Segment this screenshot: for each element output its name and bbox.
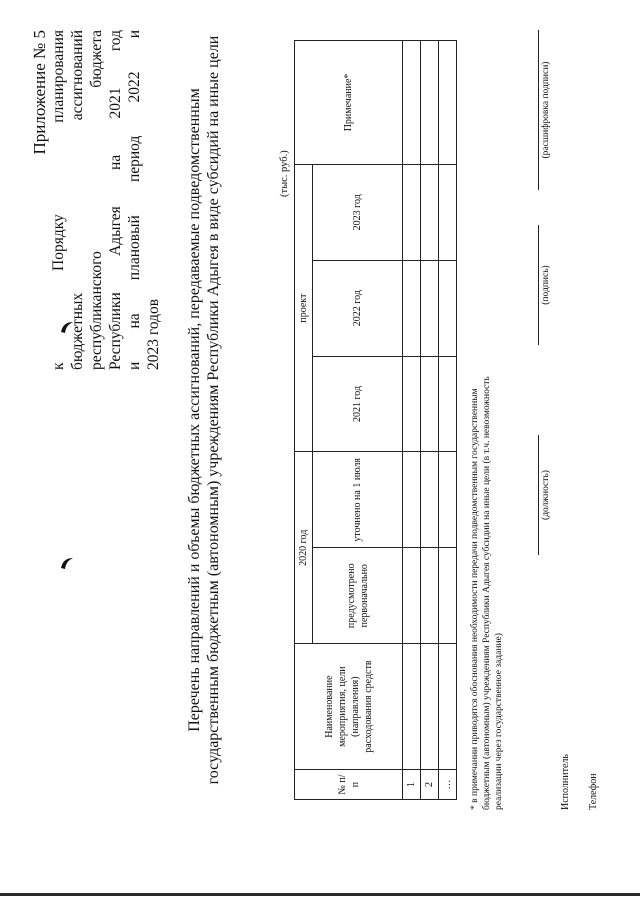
table-cell xyxy=(403,452,421,548)
document-title xyxy=(185,10,223,810)
row-number: 2 xyxy=(421,770,439,800)
table-cell xyxy=(421,260,439,356)
header-project: проект xyxy=(295,164,313,451)
footnote: * в примечании приводятся обоснования необходимости передачи подведомственным государственным бюджетным (автономным) учреждениям Республики Адыгея субсидии на иные цели (в т.ч. невозможность реализации через государственное задание) xyxy=(470,376,504,810)
table-cell xyxy=(439,41,457,165)
decode-line xyxy=(538,30,539,190)
table-cell xyxy=(421,548,439,644)
table-cell xyxy=(439,164,457,260)
table-cell xyxy=(439,548,457,644)
table-cell xyxy=(403,356,421,452)
decode-caption: (расшифровка подписи) xyxy=(541,61,551,159)
appendix-line: и на плановый период 2022 и xyxy=(126,30,143,370)
table-cell xyxy=(403,41,421,165)
unit-label: (тыс. руб.) xyxy=(279,150,290,197)
table-cell xyxy=(403,260,421,356)
header-2021: 2021 год xyxy=(313,356,403,452)
header-2023: 2023 год xyxy=(313,164,403,260)
table-cell xyxy=(421,164,439,260)
header-2022: 2022 год xyxy=(313,260,403,356)
table-cell xyxy=(439,260,457,356)
header-updated: уточнено на 1 июля xyxy=(313,452,403,548)
header-note: Примечание* xyxy=(295,41,403,165)
budget-table xyxy=(294,40,457,800)
table-row xyxy=(403,41,421,800)
table-cell xyxy=(403,644,421,770)
header-initial: предусмотрено первоначально xyxy=(313,548,403,644)
appendix-line: 2023 годов xyxy=(145,298,162,370)
position-caption: (должность) xyxy=(541,470,551,520)
scan-edge-line xyxy=(0,893,640,896)
header-name: Наименование мероприятия, цели (направления) расходования средств xyxy=(295,644,403,770)
appendix-line: к Порядку планирования xyxy=(50,30,67,370)
table-cell xyxy=(421,356,439,452)
sign-caption: (подпись) xyxy=(541,265,551,305)
sign-line xyxy=(538,225,539,345)
title-line: Перечень направлений и объемы бюджетных ассигнований, передаваемые подведомственным xyxy=(186,88,203,732)
table-cell xyxy=(439,356,457,452)
appendix-block xyxy=(30,30,163,370)
table-cell xyxy=(439,452,457,548)
table-cell xyxy=(403,164,421,260)
table-cell xyxy=(421,452,439,548)
position-line xyxy=(538,435,539,555)
appendix-line: бюджетных ассигнований xyxy=(69,30,86,370)
header-number: № п/п xyxy=(295,770,403,800)
row-number: 1 xyxy=(403,770,421,800)
appendix-line: республиканского бюджета xyxy=(88,30,105,370)
executor-label: Исполнитель xyxy=(560,754,571,810)
appendix-heading: Приложение № 5 xyxy=(30,30,49,155)
table-cell xyxy=(421,41,439,165)
table-cell xyxy=(421,644,439,770)
table-cell xyxy=(439,644,457,770)
row-number: … xyxy=(439,770,457,800)
table-row xyxy=(439,41,457,800)
title-line: государственным бюджетным (автономным) учреждениям Республики Адыгея в виде субсидий на иные цели xyxy=(205,35,222,785)
table-row xyxy=(421,41,439,800)
phone-label: Телефон xyxy=(588,773,599,810)
table-cell xyxy=(403,548,421,644)
header-2020: 2020 год xyxy=(295,452,313,644)
appendix-line: Республики Адыгея на 2021 год xyxy=(107,30,124,370)
